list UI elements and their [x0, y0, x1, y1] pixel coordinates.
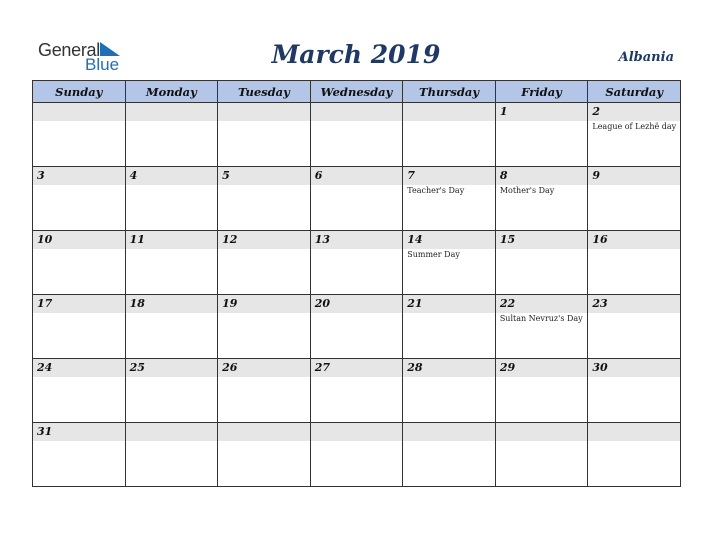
day-cell — [495, 295, 588, 359]
day-cell — [125, 295, 218, 359]
day-cell — [218, 359, 311, 423]
day-cell — [495, 359, 588, 423]
weekday-header: Tuesday — [218, 81, 311, 103]
day-number-strip — [588, 295, 680, 313]
day-number: 25 — [129, 361, 145, 374]
weekday-header: Monday — [125, 81, 218, 103]
holiday-label — [218, 249, 310, 250]
day-cell — [495, 423, 588, 487]
day-number: 23 — [592, 297, 608, 310]
day-cell — [310, 167, 403, 231]
country-label: Albania — [618, 50, 674, 65]
day-number-strip — [33, 359, 125, 377]
holiday-label: Teacher's Day — [407, 186, 465, 195]
day-cell — [403, 359, 496, 423]
weekday-header: Sunday — [33, 81, 126, 103]
day-cell — [218, 167, 311, 231]
holiday-label: League of Lezhë day — [592, 122, 677, 131]
holiday-label — [33, 313, 125, 314]
day-number: 26 — [222, 361, 238, 374]
day-cell — [588, 423, 681, 487]
holiday-label — [126, 377, 218, 378]
day-number-strip — [311, 423, 403, 441]
day-cell — [403, 423, 496, 487]
holiday-label: Sultan Nevruz's Day — [499, 314, 583, 323]
day-cell — [218, 231, 311, 295]
holiday-label — [33, 121, 125, 122]
day-number-strip — [33, 103, 125, 121]
day-number-strip — [588, 359, 680, 377]
holiday-label — [126, 185, 218, 186]
day-number-strip — [588, 103, 680, 121]
day-number-strip — [403, 167, 495, 185]
holiday-label — [496, 441, 588, 442]
day-number: 22 — [499, 297, 516, 310]
day-number-strip — [403, 231, 495, 249]
logo-text-general: General — [38, 40, 100, 60]
day-number-strip — [218, 423, 310, 441]
day-cell — [33, 167, 126, 231]
day-cell — [588, 231, 681, 295]
day-number: 18 — [129, 297, 145, 310]
day-number: 3 — [37, 169, 45, 182]
day-number: 16 — [592, 233, 608, 246]
day-cell — [218, 295, 311, 359]
day-number-strip — [33, 423, 125, 441]
day-number-strip — [496, 231, 588, 249]
day-number: 9 — [592, 169, 601, 182]
day-number: 13 — [314, 233, 330, 246]
week-row — [33, 295, 681, 359]
day-cell — [125, 167, 218, 231]
day-number: 28 — [407, 361, 423, 374]
day-cell — [403, 295, 496, 359]
day-cell — [310, 423, 403, 487]
day-number: 2 — [592, 105, 601, 118]
holiday-label — [496, 377, 588, 378]
day-number: 24 — [37, 361, 53, 374]
holiday-label — [126, 249, 218, 250]
day-number-strip — [126, 359, 218, 377]
day-number-strip — [126, 103, 218, 121]
day-cell — [495, 167, 588, 231]
day-cell — [403, 103, 496, 167]
day-number: 29 — [499, 361, 516, 374]
holiday-label — [218, 121, 310, 122]
holiday-label — [33, 249, 125, 250]
day-number-strip — [588, 231, 680, 249]
month-calendar — [32, 80, 681, 487]
holiday-label — [33, 441, 125, 442]
day-cell — [125, 359, 218, 423]
day-number-strip — [496, 423, 588, 441]
day-number: 30 — [592, 361, 608, 374]
holiday-label — [33, 377, 125, 378]
day-number: 21 — [407, 297, 423, 310]
weekday-header: Wednesday — [310, 81, 403, 103]
day-cell — [33, 103, 126, 167]
day-cell — [310, 231, 403, 295]
holiday-label — [126, 441, 218, 442]
holiday-label — [403, 313, 495, 314]
day-number-strip — [496, 359, 588, 377]
holiday-label — [126, 313, 218, 314]
day-number-strip — [496, 295, 588, 313]
day-number-strip — [403, 423, 495, 441]
holiday-label — [218, 313, 310, 314]
day-cell — [125, 231, 218, 295]
holiday-label — [311, 441, 403, 442]
day-number: 19 — [222, 297, 238, 310]
holiday-label — [311, 377, 403, 378]
day-number-strip — [588, 167, 680, 185]
holiday-label — [311, 185, 403, 186]
day-number: 31 — [37, 425, 53, 438]
day-number-strip — [33, 295, 125, 313]
day-cell — [403, 167, 496, 231]
day-number: 12 — [222, 233, 238, 246]
holiday-label — [311, 249, 403, 250]
day-cell — [218, 103, 311, 167]
holiday-label — [311, 313, 403, 314]
day-number-strip — [33, 167, 125, 185]
day-number: 8 — [499, 169, 508, 182]
day-number-strip — [311, 103, 403, 121]
day-number: 11 — [129, 233, 145, 246]
day-number: 7 — [407, 169, 415, 182]
day-cell — [495, 103, 588, 167]
week-row — [33, 167, 681, 231]
day-number-strip — [403, 103, 495, 121]
holiday-label: Mother's Day — [499, 186, 555, 195]
day-number: 15 — [499, 233, 516, 246]
day-cell — [218, 423, 311, 487]
holiday-label — [588, 441, 680, 442]
week-row — [33, 103, 681, 167]
day-cell — [403, 231, 496, 295]
day-number: 4 — [129, 169, 138, 182]
holiday-label — [588, 377, 680, 378]
day-number-strip — [126, 295, 218, 313]
day-number-strip — [496, 103, 588, 121]
day-number-strip — [126, 423, 218, 441]
day-number-strip — [311, 295, 403, 313]
holiday-label — [218, 441, 310, 442]
day-cell — [588, 103, 681, 167]
holiday-label — [496, 249, 588, 250]
day-cell — [588, 167, 681, 231]
holiday-label — [403, 121, 495, 122]
day-cell — [33, 423, 126, 487]
holiday-label — [33, 185, 125, 186]
holiday-label — [218, 377, 310, 378]
day-number: 17 — [37, 297, 53, 310]
day-number: 10 — [37, 233, 53, 246]
day-number: 6 — [314, 169, 323, 182]
week-row — [33, 423, 681, 487]
week-row — [33, 359, 681, 423]
day-cell — [125, 423, 218, 487]
day-number-strip — [126, 167, 218, 185]
day-number-strip — [218, 167, 310, 185]
day-number-strip — [218, 359, 310, 377]
holiday-label — [403, 441, 495, 442]
weekday-header: Friday — [495, 81, 588, 103]
week-row — [33, 231, 681, 295]
day-number: 14 — [407, 233, 423, 246]
weekday-header: Thursday — [403, 81, 496, 103]
holiday-label — [588, 185, 680, 186]
day-cell — [495, 231, 588, 295]
day-cell — [310, 295, 403, 359]
day-number-strip — [588, 423, 680, 441]
holiday-label — [126, 121, 218, 122]
weekday-header: Saturday — [588, 81, 681, 103]
holiday-label — [218, 185, 310, 186]
day-cell — [310, 359, 403, 423]
day-number-strip — [496, 167, 588, 185]
day-number: 27 — [314, 361, 330, 374]
day-number-strip — [311, 167, 403, 185]
day-number-strip — [311, 359, 403, 377]
day-number-strip — [218, 103, 310, 121]
day-number-strip — [311, 231, 403, 249]
day-number-strip — [218, 295, 310, 313]
holiday-label — [588, 313, 680, 314]
day-number: 1 — [499, 105, 508, 118]
day-cell — [310, 103, 403, 167]
day-number-strip — [403, 359, 495, 377]
holiday-label — [403, 377, 495, 378]
day-number-strip — [403, 295, 495, 313]
day-number: 20 — [314, 297, 330, 310]
holiday-label — [588, 249, 680, 250]
day-number-strip — [126, 231, 218, 249]
weekday-header-row — [33, 81, 681, 103]
day-cell — [33, 231, 126, 295]
holiday-label: Summer Day — [407, 250, 460, 259]
day-cell — [33, 359, 126, 423]
day-number-strip — [33, 231, 125, 249]
holiday-label — [311, 121, 403, 122]
logo-text-blue: Blue — [85, 55, 120, 74]
calendar-title: March 2019 — [271, 40, 441, 69]
day-number-strip — [218, 231, 310, 249]
holiday-label — [496, 121, 588, 122]
day-number: 5 — [222, 169, 230, 182]
day-cell — [33, 295, 126, 359]
day-cell — [588, 359, 681, 423]
day-cell — [125, 103, 218, 167]
day-cell — [588, 295, 681, 359]
